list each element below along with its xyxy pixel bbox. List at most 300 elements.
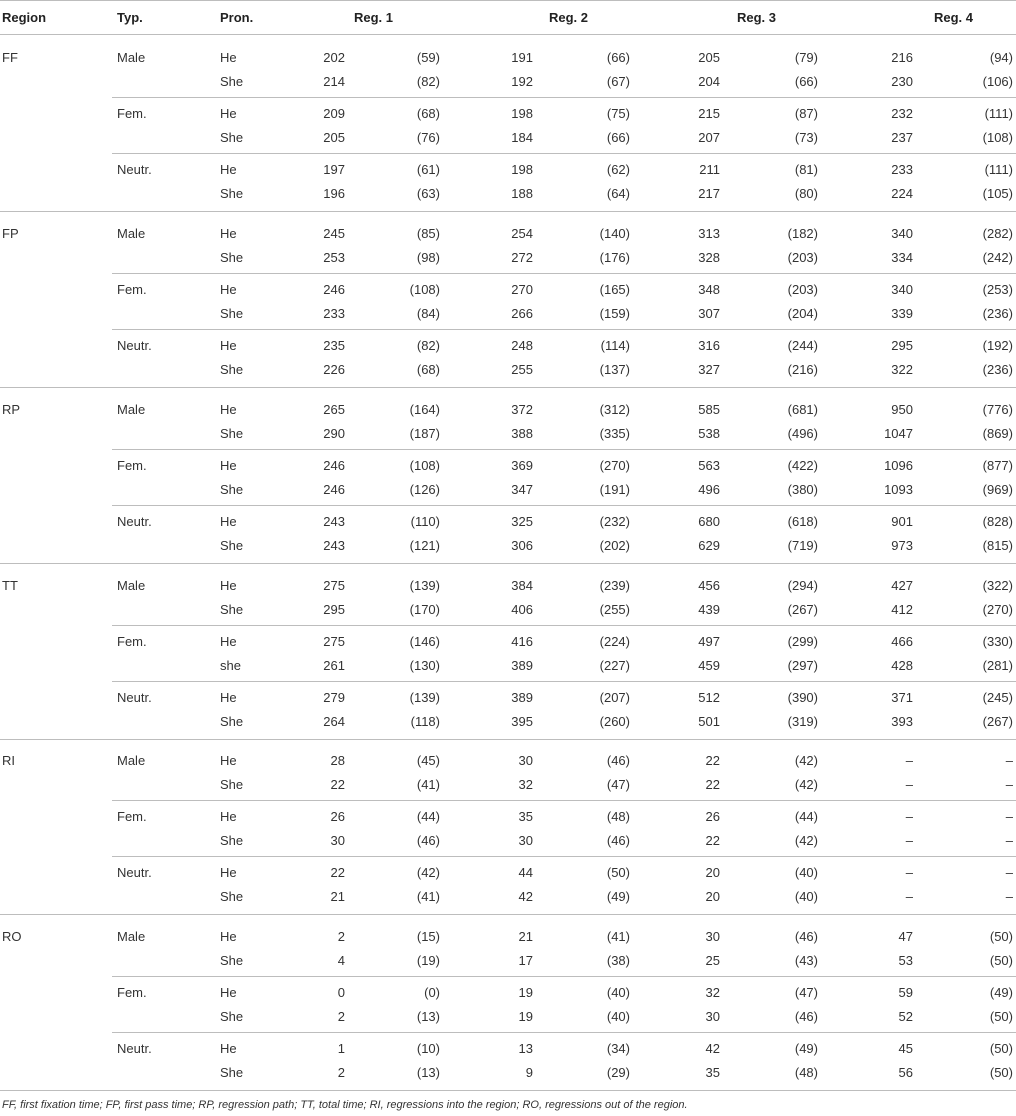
- cell-reg2-mean: 192: [511, 74, 533, 89]
- cell-reg2-mean: 395: [511, 714, 533, 729]
- cell-reg4-mean: 230: [891, 74, 913, 89]
- cell-reg3-sd: (380): [787, 482, 818, 497]
- region-label: RO: [2, 929, 22, 944]
- cell-reg3-mean: 538: [698, 426, 720, 441]
- cell-reg1-mean: 246: [323, 282, 345, 297]
- cell-reg3-sd: (319): [787, 714, 818, 729]
- cell-reg4-mean: –: [905, 753, 913, 768]
- cell-reg4-mean: –: [905, 865, 913, 880]
- cell-reg3-sd: (40): [794, 865, 818, 880]
- cell-reg2-sd: (176): [599, 250, 630, 265]
- cell-reg2-sd: (40): [606, 985, 630, 1000]
- cell-reg2-mean: 389: [511, 658, 533, 673]
- cell-reg1-sd: (108): [409, 458, 440, 473]
- cell-reg1-sd: (45): [416, 753, 440, 768]
- cell-reg3-mean: 204: [698, 74, 720, 89]
- cell-reg1-mean: 275: [323, 578, 345, 593]
- cell-reg4-sd: –: [1005, 865, 1013, 880]
- cell-reg1-sd: (84): [416, 306, 440, 321]
- cell-reg1-sd: (110): [410, 514, 440, 529]
- region-divider: [0, 387, 1016, 388]
- cell-reg1-mean: 2: [337, 929, 345, 944]
- cell-reg4-mean: 232: [891, 106, 913, 121]
- region-divider: [0, 914, 1016, 915]
- cell-reg1-mean: 245: [323, 226, 345, 241]
- pronoun-label: She: [220, 482, 244, 497]
- cell-reg1-mean: 0: [337, 985, 345, 1000]
- type-label: Male: [117, 578, 146, 593]
- cell-reg3-sd: (204): [787, 306, 818, 321]
- pronoun-label: He: [220, 402, 237, 417]
- cell-reg2-mean: 17: [518, 953, 533, 968]
- cell-reg2-mean: 21: [518, 929, 533, 944]
- cell-reg4-mean: 1093: [884, 482, 913, 497]
- cell-reg2-sd: (255): [599, 602, 630, 617]
- pronoun-label: He: [220, 865, 237, 880]
- cell-reg4-sd: (242): [982, 250, 1013, 265]
- cell-reg4-mean: 237: [891, 130, 913, 145]
- pronoun-label: He: [220, 809, 237, 824]
- cell-reg4-mean: 973: [891, 538, 913, 553]
- cell-reg4-sd: –: [1005, 809, 1013, 824]
- cell-reg3-sd: (618): [787, 514, 818, 529]
- cell-reg1-sd: (108): [409, 282, 440, 297]
- cell-reg1-mean: 261: [323, 658, 345, 673]
- type-label: Neutr.: [117, 865, 152, 880]
- cell-reg3-mean: 456: [698, 578, 720, 593]
- cell-reg1-mean: 30: [330, 833, 345, 848]
- cell-reg3-mean: 35: [705, 1065, 720, 1080]
- cell-reg3-mean: 211: [699, 162, 720, 177]
- pronoun-label: She: [220, 362, 244, 377]
- cell-reg1-sd: (82): [416, 338, 440, 353]
- cell-reg2-sd: (312): [599, 402, 630, 417]
- cell-reg2-sd: (47): [606, 777, 630, 792]
- cell-reg3-mean: 20: [705, 865, 720, 880]
- cell-reg3-mean: 22: [705, 777, 720, 792]
- cell-reg2-mean: 188: [511, 186, 533, 201]
- cell-reg1-mean: 264: [323, 714, 345, 729]
- pronoun-label: He: [220, 50, 237, 65]
- cell-reg4-mean: 322: [891, 362, 913, 377]
- pronoun-label: She: [220, 130, 244, 145]
- cell-reg4-mean: 45: [898, 1041, 913, 1056]
- cell-reg1-sd: (130): [409, 658, 440, 673]
- cell-reg1-mean: 209: [323, 106, 345, 121]
- cell-reg4-sd: (50): [989, 1009, 1013, 1024]
- type-label: Neutr.: [117, 338, 152, 353]
- type-divider: [112, 153, 1016, 154]
- type-divider: [112, 625, 1016, 626]
- cell-reg2-mean: 9: [525, 1065, 533, 1080]
- cell-reg3-sd: (216): [787, 362, 818, 377]
- cell-reg1-mean: 246: [323, 458, 345, 473]
- cell-reg3-mean: 680: [698, 514, 720, 529]
- type-label: Neutr.: [117, 162, 152, 177]
- cell-reg2-mean: 255: [511, 362, 533, 377]
- pronoun-label: He: [220, 106, 237, 121]
- type-label: Male: [117, 226, 146, 241]
- header-rule: [0, 34, 1016, 35]
- cell-reg2-sd: (46): [606, 833, 630, 848]
- cell-reg2-sd: (159): [599, 306, 630, 321]
- pronoun-label: She: [220, 953, 244, 968]
- cell-reg1-sd: (61): [416, 162, 440, 177]
- pronoun-label: She: [220, 74, 244, 89]
- cell-reg4-sd: (111): [984, 106, 1013, 121]
- cell-reg4-mean: 52: [898, 1009, 913, 1024]
- type-divider: [112, 800, 1016, 801]
- cell-reg4-mean: 1047: [884, 426, 913, 441]
- cell-reg1-mean: 26: [330, 809, 345, 824]
- cell-reg3-mean: 32: [705, 985, 720, 1000]
- pronoun-label: He: [220, 162, 237, 177]
- cell-reg4-mean: 466: [891, 634, 913, 649]
- cell-reg4-mean: 1096: [884, 458, 913, 473]
- pronoun-label: He: [220, 1041, 237, 1056]
- pronoun-label: She: [220, 714, 244, 729]
- cell-reg4-mean: 901: [891, 514, 913, 529]
- cell-reg3-mean: 215: [698, 106, 720, 121]
- cell-reg2-mean: 198: [511, 106, 533, 121]
- cell-reg1-mean: 22: [330, 777, 345, 792]
- region-divider: [0, 211, 1016, 212]
- pronoun-label: He: [220, 226, 237, 241]
- cell-reg1-mean: 275: [323, 634, 345, 649]
- cell-reg2-sd: (62): [606, 162, 630, 177]
- cell-reg1-mean: 265: [323, 402, 345, 417]
- type-divider: [112, 1032, 1016, 1033]
- cell-reg3-sd: (80): [794, 186, 818, 201]
- cell-reg2-mean: 416: [511, 634, 533, 649]
- cell-reg1-mean: 1: [337, 1041, 345, 1056]
- cell-reg4-sd: (192): [982, 338, 1013, 353]
- cell-reg1-mean: 21: [330, 889, 345, 904]
- cell-reg4-sd: (330): [982, 634, 1013, 649]
- cell-reg2-mean: 35: [518, 809, 533, 824]
- cell-reg1-mean: 243: [323, 514, 345, 529]
- cell-reg3-sd: (294): [787, 578, 818, 593]
- cell-reg4-sd: (94): [989, 50, 1013, 65]
- cell-reg1-sd: (82): [416, 74, 440, 89]
- cell-reg1-sd: (68): [416, 362, 440, 377]
- pronoun-label: She: [220, 1065, 244, 1080]
- cell-reg4-sd: –: [1005, 753, 1013, 768]
- cell-reg1-sd: (68): [416, 106, 440, 121]
- type-divider: [112, 449, 1016, 450]
- pronoun-label: She: [220, 1009, 244, 1024]
- cell-reg4-sd: (776): [982, 402, 1013, 417]
- cell-reg3-mean: 30: [705, 1009, 720, 1024]
- cell-reg3-mean: 439: [698, 602, 720, 617]
- cell-reg2-sd: (66): [606, 130, 630, 145]
- cell-reg4-sd: (282): [982, 226, 1013, 241]
- cell-reg4-mean: 59: [898, 985, 913, 1000]
- header-reg1: Reg. 1: [354, 10, 394, 25]
- cell-reg3-sd: (182): [787, 226, 818, 241]
- cell-reg2-mean: 30: [518, 753, 533, 768]
- pronoun-label: she: [220, 658, 241, 673]
- cell-reg1-sd: (13): [416, 1009, 440, 1024]
- cell-reg1-sd: (164): [409, 402, 440, 417]
- cell-reg2-sd: (67): [606, 74, 630, 89]
- cell-reg3-sd: (42): [794, 777, 818, 792]
- cell-reg2-mean: 19: [518, 1009, 533, 1024]
- cell-reg3-mean: 629: [698, 538, 720, 553]
- pronoun-label: He: [220, 578, 237, 593]
- cell-reg4-mean: 334: [891, 250, 913, 265]
- cell-reg3-sd: (49): [794, 1041, 818, 1056]
- header-reg2: Reg. 2: [549, 10, 589, 25]
- cell-reg3-sd: (46): [794, 929, 818, 944]
- type-divider: [112, 681, 1016, 682]
- cell-reg3-mean: 316: [698, 338, 720, 353]
- header-reg3: Reg. 3: [737, 10, 777, 25]
- cell-reg4-mean: 47: [898, 929, 913, 944]
- cell-reg3-mean: 497: [698, 634, 720, 649]
- cell-reg1-sd: (44): [416, 809, 440, 824]
- pronoun-label: She: [220, 833, 244, 848]
- cell-reg3-sd: (43): [794, 953, 818, 968]
- cell-reg3-sd: (299): [787, 634, 818, 649]
- type-label: Male: [117, 402, 146, 417]
- type-label: Fem.: [117, 985, 147, 1000]
- cell-reg3-mean: 585: [698, 402, 720, 417]
- cell-reg3-sd: (203): [787, 250, 818, 265]
- cell-reg2-sd: (34): [606, 1041, 630, 1056]
- type-label: Neutr.: [117, 1041, 152, 1056]
- pronoun-label: She: [220, 602, 244, 617]
- cell-reg1-mean: 246: [323, 482, 345, 497]
- cell-reg2-mean: 369: [511, 458, 533, 473]
- cell-reg2-mean: 184: [511, 130, 533, 145]
- cell-reg1-sd: (41): [416, 889, 440, 904]
- pronoun-label: She: [220, 250, 244, 265]
- cell-reg4-sd: (236): [982, 306, 1013, 321]
- cell-reg2-sd: (41): [606, 929, 630, 944]
- header-pron: Pron.: [220, 10, 254, 25]
- cell-reg1-mean: 2: [337, 1065, 345, 1080]
- cell-reg2-mean: 406: [511, 602, 533, 617]
- cell-reg1-mean: 205: [323, 130, 345, 145]
- cell-reg2-sd: (75): [606, 106, 630, 121]
- cell-reg1-sd: (187): [409, 426, 440, 441]
- cell-reg3-sd: (79): [794, 50, 818, 65]
- pronoun-label: She: [220, 889, 244, 904]
- pronoun-label: He: [220, 514, 237, 529]
- cell-reg3-sd: (42): [794, 833, 818, 848]
- cell-reg2-mean: 198: [511, 162, 533, 177]
- cell-reg3-sd: (73): [794, 130, 818, 145]
- cell-reg3-mean: 30: [705, 929, 720, 944]
- cell-reg2-mean: 19: [518, 985, 533, 1000]
- cell-reg2-sd: (165): [599, 282, 630, 297]
- cell-reg3-sd: (44): [794, 809, 818, 824]
- table-top-rule: [0, 0, 1016, 1]
- pronoun-label: He: [220, 753, 237, 768]
- cell-reg1-sd: (63): [416, 186, 440, 201]
- cell-reg1-mean: 235: [323, 338, 345, 353]
- cell-reg2-mean: 306: [511, 538, 533, 553]
- cell-reg4-sd: (815): [982, 538, 1013, 553]
- cell-reg1-mean: 290: [323, 426, 345, 441]
- cell-reg2-mean: 30: [518, 833, 533, 848]
- cell-reg4-sd: (267): [982, 714, 1013, 729]
- pronoun-label: He: [220, 985, 237, 1000]
- cell-reg2-sd: (260): [599, 714, 630, 729]
- cell-reg4-sd: (105): [982, 186, 1013, 201]
- cell-reg4-sd: (108): [982, 130, 1013, 145]
- cell-reg1-sd: (10): [416, 1041, 440, 1056]
- type-divider: [112, 329, 1016, 330]
- cell-reg4-sd: (869): [982, 426, 1013, 441]
- cell-reg1-mean: 2: [337, 1009, 345, 1024]
- cell-reg1-mean: 28: [330, 753, 345, 768]
- cell-reg4-mean: 53: [898, 953, 913, 968]
- cell-reg1-sd: (118): [410, 714, 440, 729]
- cell-reg2-sd: (224): [599, 634, 630, 649]
- table-bottom-rule: [0, 1090, 1016, 1091]
- cell-reg4-sd: (270): [982, 602, 1013, 617]
- cell-reg1-mean: 4: [337, 953, 345, 968]
- cell-reg4-mean: –: [905, 833, 913, 848]
- cell-reg2-sd: (335): [599, 426, 630, 441]
- type-label: Male: [117, 50, 146, 65]
- cell-reg4-sd: (322): [982, 578, 1013, 593]
- cell-reg4-sd: (253): [982, 282, 1013, 297]
- cell-reg2-mean: 44: [518, 865, 533, 880]
- cell-reg1-mean: 214: [323, 74, 345, 89]
- type-label: Fem.: [117, 282, 147, 297]
- cell-reg4-mean: 371: [891, 690, 913, 705]
- cell-reg3-mean: 512: [698, 690, 720, 705]
- cell-reg4-sd: (236): [982, 362, 1013, 377]
- cell-reg2-sd: (66): [606, 50, 630, 65]
- header-region: Region: [2, 10, 47, 25]
- cell-reg4-sd: (828): [982, 514, 1013, 529]
- cell-reg3-mean: 327: [698, 362, 720, 377]
- cell-reg4-mean: –: [905, 889, 913, 904]
- region-label: RI: [2, 753, 15, 768]
- cell-reg2-sd: (49): [606, 889, 630, 904]
- cell-reg2-sd: (50): [606, 865, 630, 880]
- cell-reg3-sd: (66): [794, 74, 818, 89]
- cell-reg4-sd: (50): [989, 1041, 1013, 1056]
- cell-reg4-sd: (281): [982, 658, 1013, 673]
- cell-reg1-mean: 295: [323, 602, 345, 617]
- cell-reg3-sd: (267): [787, 602, 818, 617]
- pronoun-label: He: [220, 282, 237, 297]
- region-divider: [0, 739, 1016, 740]
- cell-reg4-mean: 428: [891, 658, 913, 673]
- cell-reg3-mean: 22: [705, 833, 720, 848]
- cell-reg1-sd: (146): [409, 634, 440, 649]
- cell-reg1-sd: (19): [416, 953, 440, 968]
- cell-reg3-mean: 207: [698, 130, 720, 145]
- cell-reg3-mean: 563: [698, 458, 720, 473]
- pronoun-label: He: [220, 458, 237, 473]
- pronoun-label: She: [220, 426, 244, 441]
- cell-reg3-mean: 205: [698, 50, 720, 65]
- cell-reg3-sd: (81): [794, 162, 818, 177]
- cell-reg4-sd: (50): [989, 1065, 1013, 1080]
- cell-reg3-mean: 496: [698, 482, 720, 497]
- pronoun-label: She: [220, 538, 244, 553]
- cell-reg2-sd: (239): [599, 578, 630, 593]
- cell-reg4-sd: –: [1005, 833, 1013, 848]
- cell-reg1-sd: (121): [409, 538, 440, 553]
- cell-reg1-sd: (126): [409, 482, 440, 497]
- cell-reg3-sd: (42): [794, 753, 818, 768]
- cell-reg4-mean: 340: [891, 282, 913, 297]
- type-label: Neutr.: [117, 690, 152, 705]
- cell-reg4-sd: (49): [989, 985, 1013, 1000]
- cell-reg4-sd: (50): [989, 953, 1013, 968]
- cell-reg2-sd: (64): [606, 186, 630, 201]
- cell-reg1-sd: (41): [416, 777, 440, 792]
- cell-reg2-sd: (48): [606, 809, 630, 824]
- cell-reg2-mean: 388: [511, 426, 533, 441]
- cell-reg2-mean: 325: [511, 514, 533, 529]
- cell-reg3-mean: 217: [698, 186, 720, 201]
- header-typ: Typ.: [117, 10, 143, 25]
- cell-reg2-sd: (38): [606, 953, 630, 968]
- cell-reg1-mean: 22: [330, 865, 345, 880]
- cell-reg3-sd: (297): [787, 658, 818, 673]
- type-label: Fem.: [117, 634, 147, 649]
- cell-reg4-mean: 56: [898, 1065, 913, 1080]
- cell-reg3-sd: (422): [787, 458, 818, 473]
- cell-reg4-mean: 295: [891, 338, 913, 353]
- cell-reg3-mean: 348: [698, 282, 720, 297]
- type-label: Male: [117, 929, 146, 944]
- pronoun-label: He: [220, 634, 237, 649]
- cell-reg2-mean: 266: [511, 306, 533, 321]
- cell-reg4-mean: 216: [891, 50, 913, 65]
- cell-reg2-mean: 248: [511, 338, 533, 353]
- cell-reg4-sd: (877): [982, 458, 1013, 473]
- cell-reg4-sd: (50): [989, 929, 1013, 944]
- cell-reg1-mean: 279: [323, 690, 345, 705]
- cell-reg4-mean: 393: [891, 714, 913, 729]
- cell-reg1-sd: (15): [416, 929, 440, 944]
- cell-reg3-sd: (244): [787, 338, 818, 353]
- type-label: Male: [117, 753, 146, 768]
- type-divider: [112, 856, 1016, 857]
- cell-reg3-mean: 307: [698, 306, 720, 321]
- region-label: RP: [2, 402, 21, 417]
- cell-reg2-mean: 272: [511, 250, 533, 265]
- cell-reg1-sd: (59): [416, 50, 440, 65]
- cell-reg3-mean: 22: [705, 753, 720, 768]
- region-divider: [0, 563, 1016, 564]
- cell-reg3-mean: 328: [698, 250, 720, 265]
- cell-reg2-mean: 42: [518, 889, 533, 904]
- cell-reg4-sd: (245): [982, 690, 1013, 705]
- cell-reg4-mean: –: [905, 777, 913, 792]
- cell-reg2-mean: 372: [511, 402, 533, 417]
- cell-reg3-sd: (46): [794, 1009, 818, 1024]
- cell-reg3-sd: (87): [794, 106, 818, 121]
- pronoun-label: She: [220, 306, 244, 321]
- cell-reg1-mean: 202: [323, 50, 345, 65]
- cell-reg2-mean: 32: [518, 777, 533, 792]
- cell-reg1-sd: (139): [409, 578, 440, 593]
- cell-reg3-mean: 20: [705, 889, 720, 904]
- cell-reg4-mean: 224: [891, 186, 913, 201]
- cell-reg3-mean: 459: [698, 658, 720, 673]
- cell-reg3-sd: (681): [787, 402, 818, 417]
